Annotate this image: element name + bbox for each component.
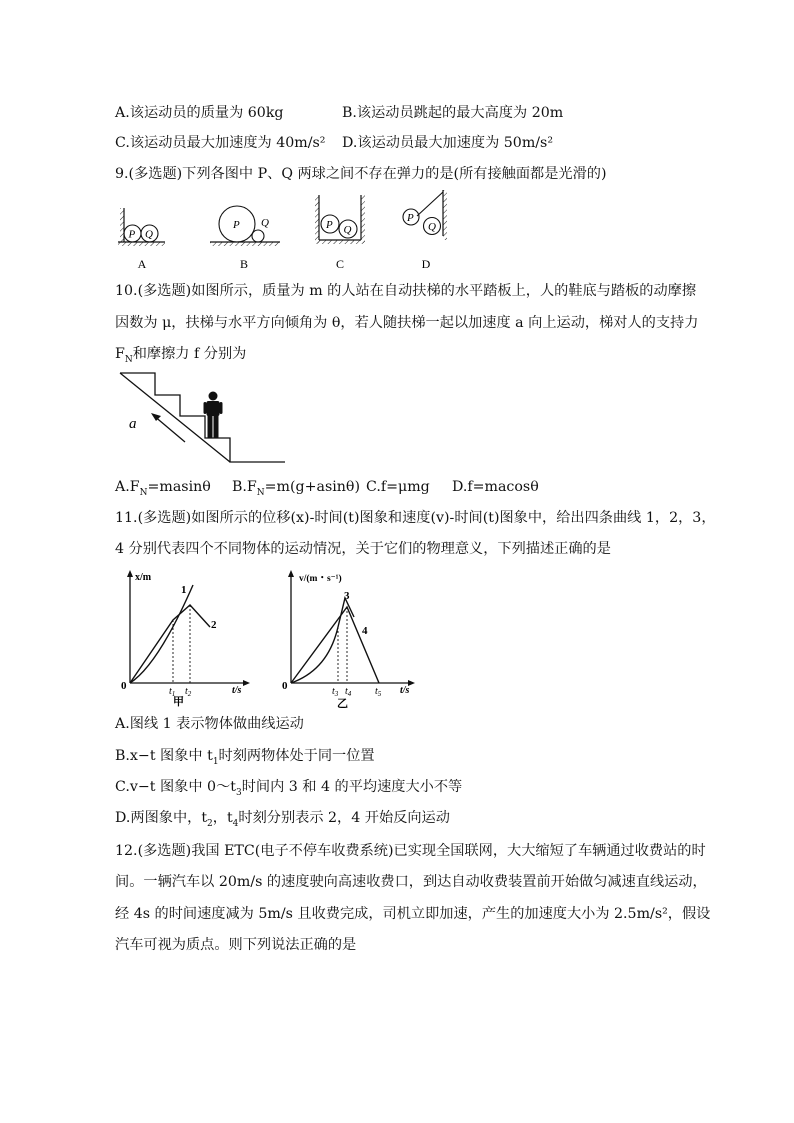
q10-option-a: $A.F_N=masin\theta$ <box>115 479 211 498</box>
q9c-p-label: P <box>326 219 333 231</box>
q11-option-a: A.图线 1 表示物体做曲线运动 <box>115 716 304 732</box>
q10-accel-label: a <box>129 416 137 432</box>
q12-stem-line1: 12.(多选题)我国 ETC(电子不停车收费系统)已实现全国联网，大大缩短了车辆通过收费站的时 <box>115 843 706 859</box>
graph-yi-caption: 乙 <box>337 698 348 710</box>
q9-label-b: B <box>239 257 249 271</box>
person-icon <box>204 392 223 439</box>
graph-jia-origin: 0 <box>121 680 127 692</box>
q10-stem-line3: $F_N$和摩擦力 f 分别为 <box>115 346 247 365</box>
q9b-p-label: P <box>233 219 240 231</box>
q9-label-c: C <box>335 257 345 271</box>
q11-stem-line2: 4 分别代表四个不同物体的运动情况，关于它们的物理意义，下列描述正确的是 <box>115 541 611 557</box>
graph-jia <box>121 570 250 708</box>
q9-figure-c <box>315 195 365 244</box>
q10-option-c: C.f=μmg <box>366 479 430 495</box>
graph-jia-ylabel: x/m <box>135 572 152 583</box>
q8-option-b: B.该运动员跳起的最大高度为 20m <box>342 105 564 121</box>
graph-jia-t1: $t_1$ <box>169 686 176 698</box>
q8-option-d: D.该运动员最大加速度为 50m/s² <box>342 135 554 151</box>
q9c-q-label: Q <box>343 224 352 236</box>
q9a-q-label: Q <box>145 228 153 241</box>
curve-2 <box>130 605 210 683</box>
q9a-p-label: P <box>128 228 136 241</box>
graph-yi-xlabel: t/s <box>400 685 410 696</box>
curve-2-label: 2 <box>211 619 217 631</box>
q9-figure-a <box>118 208 165 246</box>
q9d-p-label: P <box>407 212 414 224</box>
q9b-q-label: Q <box>261 217 269 229</box>
q10-option-d: D.f=macosθ <box>452 479 539 495</box>
q8-option-c: C.该运动员最大加速度为 40m/s² <box>115 135 326 151</box>
graph-jia-t2: $t_2$ <box>185 686 192 698</box>
graph-yi-t4: $t_4$ <box>345 686 352 698</box>
q9-figure-b <box>210 206 280 246</box>
graph-yi-t5: $t_5$ <box>375 686 382 698</box>
q9-stem: 9.(多选题)下列各图中 P、Q 两球之间不存在弹力的是(所有接触面都是光滑的) <box>115 166 607 182</box>
graph-yi-t3: $t_3$ <box>332 686 339 698</box>
graph-yi-origin: 0 <box>282 680 288 692</box>
q9-figure-d <box>403 190 447 240</box>
q11-graphs <box>113 565 423 710</box>
q9-label-d: D <box>421 257 431 271</box>
q12-stem-line4: 汽车可视为质点。则下列说法正确的是 <box>115 937 357 953</box>
graph-jia-xlabel: t/s <box>232 685 242 696</box>
graph-jia-caption: 甲 <box>173 696 184 708</box>
q11-option-b: B.x−t 图象中 $t_1$时刻两物体处于同一位置 <box>115 748 375 767</box>
q10-escalator-figure <box>115 370 290 468</box>
curve-4-label: 4 <box>362 625 368 637</box>
q8-option-a: A.该运动员的质量为 60kg <box>115 105 284 121</box>
q9-figures <box>110 190 455 272</box>
q10-stem-line2: 因数为 μ，扶梯与水平方向倾角为 θ，若人随扶梯一起以加速度 a 向上运动，梯对人的支持力 <box>115 315 699 331</box>
q11-option-c: C.v−t 图象中 $0\sim t_3$时间内 3 和 4 的平均速度大小不等 <box>115 779 463 798</box>
q10-stem-line1: 10.(多选题)如图所示，质量为 m 的人站在自动扶梯的水平踏板上，人的鞋底与踏板的动摩擦 <box>115 283 697 299</box>
curve-1-label: 1 <box>181 584 187 596</box>
q12-stem-line2: 间。一辆汽车以 20m/s 的速度驶向高速收费口，到达自动收费装置前开始做匀减速直线运动， <box>115 874 707 890</box>
q11-option-d: D.两图象中，$t_2$，$t_4$时刻分别表示 2，4 开始反向运动 <box>115 810 450 829</box>
graph-yi-ylabel: v/(m・s⁻¹) <box>299 574 342 584</box>
q10-option-b: $B.F_N=m(g+asin\theta)$ <box>232 479 360 498</box>
curve-4 <box>291 607 379 683</box>
q9d-q-label: Q <box>428 221 436 233</box>
curve-3-label: 3 <box>344 590 350 602</box>
q11-stem-line1: 11.(多选题)如图所示的位移(x)-时间(t)图象和速度(v)-时间(t)图象中，给出四条曲线 1，2，3， <box>115 510 716 526</box>
q12-stem-line3: 经 4s 的时间速度减为 5m/s 且收费完成，司机立即加速，产生的加速度大小为 2.5m/s²，假设 <box>115 906 711 922</box>
q9-label-a: A <box>137 257 147 271</box>
graph-yi <box>282 570 415 710</box>
